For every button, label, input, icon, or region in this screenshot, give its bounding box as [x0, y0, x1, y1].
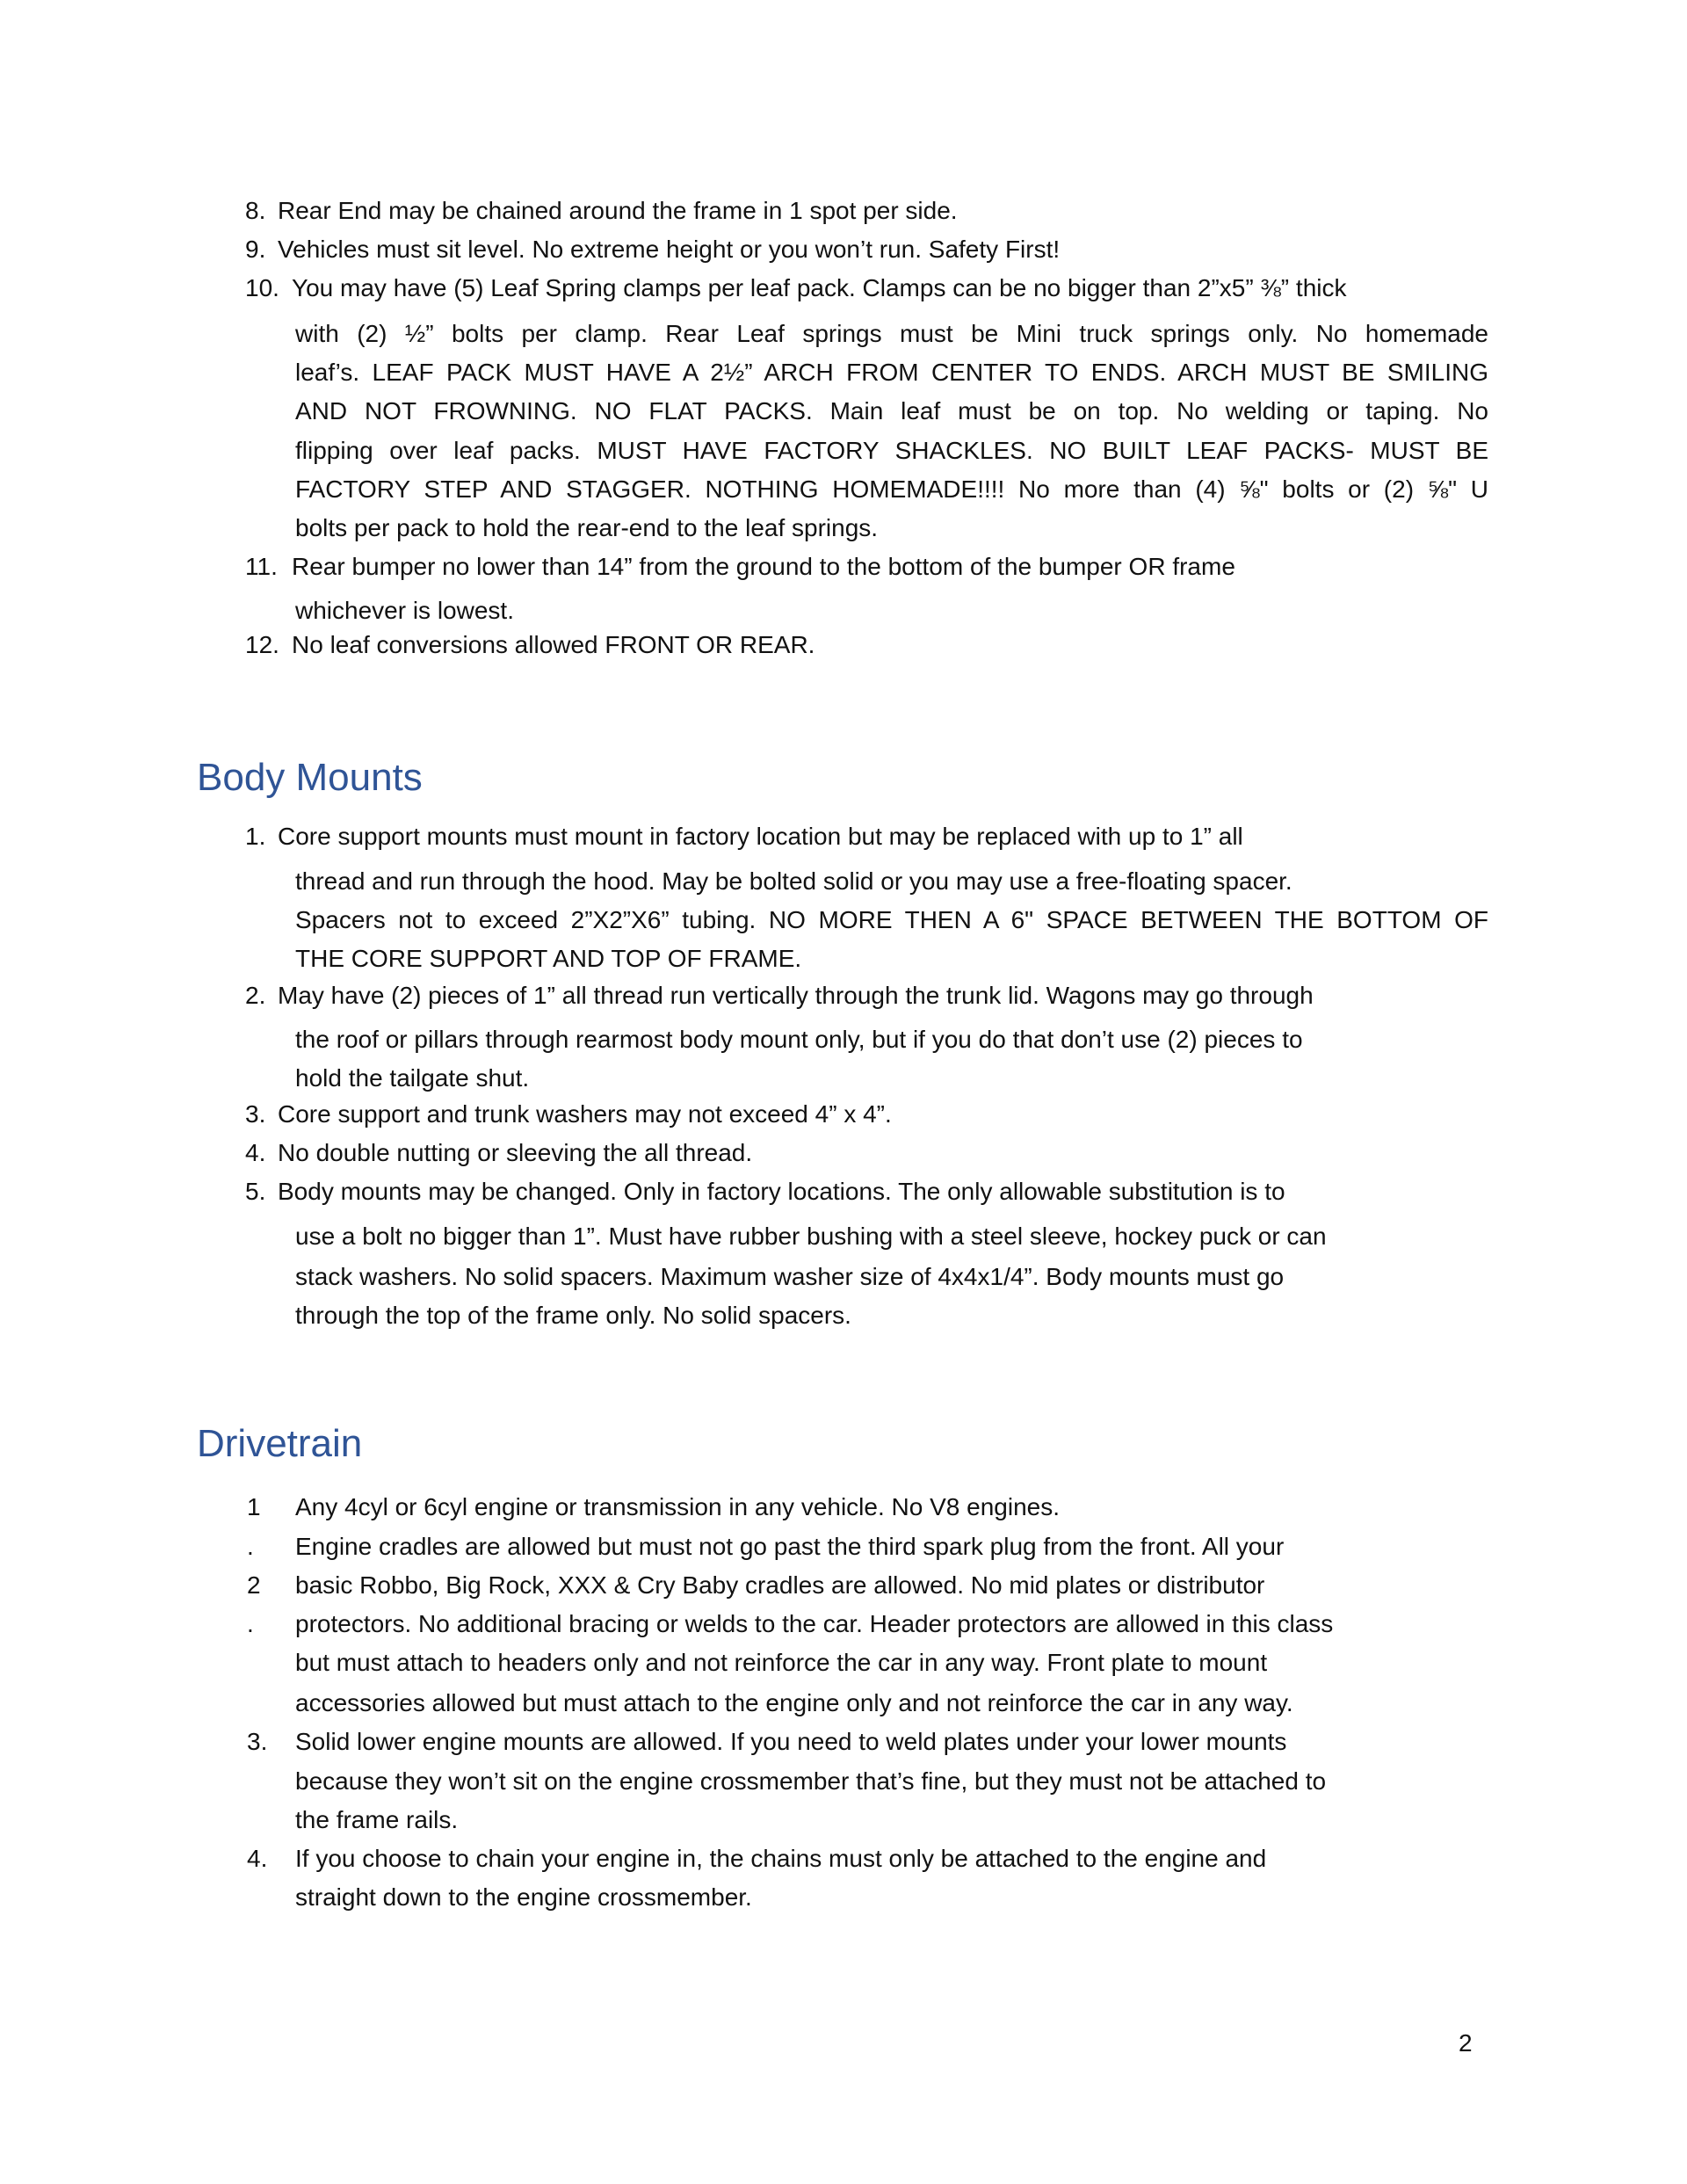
section-heading-body-mounts: Body Mounts [197, 756, 423, 799]
rule-line: Core support and trunk washers may not exceed 4” x 4”. [278, 1100, 892, 1128]
rule-line: Body mounts may be changed. Only in factory locations. The only allowable substitution is to [278, 1178, 1285, 1205]
list-number: 5. [245, 1178, 266, 1205]
rule-line: May have (2) pieces of 1” all thread run vertically through the trunk lid. Wagons may go through [278, 982, 1314, 1009]
rule-line: because they won’t sit on the engine crossmember that’s fine, but they must not be attached to [295, 1767, 1327, 1795]
rule-line: Core support mounts must mount in factory location but may be replaced with up to 1” all [278, 823, 1243, 850]
list-number: 4. [247, 1845, 268, 1872]
rule-line: No double nutting or sleeving the all thread. [278, 1139, 753, 1166]
list-number: 1. [245, 823, 266, 850]
rule-line: whichever is lowest. [295, 597, 514, 624]
rule-line: Spacers not to exceed 2”X2”X6” tubing. NO MORE THEN A 6" SPACE BETWEEN THE BOTTOM OF [295, 906, 1488, 933]
rule-line: leaf’s. LEAF PACK MUST HAVE A 2½” ARCH FROM CENTER TO ENDS. ARCH MUST BE SMILING [295, 359, 1488, 386]
rule-line: straight down to the engine crossmember. [295, 1883, 752, 1911]
list-number: 3. [245, 1100, 266, 1128]
list-number: 12. [245, 631, 279, 658]
rule-line: stack washers. No solid spacers. Maximum washer size of 4x4x1/4”. Body mounts must go [295, 1263, 1285, 1290]
list-number: 11. [245, 553, 278, 580]
rule-line: Rear bumper no lower than 14” from the ground to the bottom of the bumper OR frame [292, 553, 1235, 580]
rule-line: Rear End may be chained around the frame in 1 spot per side. [278, 197, 958, 224]
rule-line: You may have (5) Leaf Spring clamps per leaf pack. Clamps can be no bigger than 2”x5” ⅜” thick [292, 274, 1347, 301]
list-number: . [247, 1610, 254, 1637]
rule-line: but must attach to headers only and not reinforce the car in any way. Front plate to mount [295, 1649, 1268, 1676]
list-number: 8. [245, 197, 266, 224]
page-number: 2 [1459, 2029, 1473, 2057]
rule-line: the frame rails. [295, 1806, 459, 1833]
rule-line: basic Robbo, Big Rock, XXX & Cry Baby cradles are allowed. No mid plates or distributor [295, 1571, 1265, 1599]
list-number: 4. [245, 1139, 266, 1166]
rule-line: Any 4cyl or 6cyl engine or transmission in any vehicle. No V8 engines. [295, 1493, 1060, 1520]
list-number: 2 [247, 1571, 261, 1599]
list-number: 10. [245, 274, 279, 301]
list-number: . [247, 1533, 254, 1560]
rule-line: If you choose to chain your engine in, the chains must only be attached to the engine and [295, 1845, 1267, 1872]
list-number: 3. [247, 1728, 268, 1755]
rule-line: FACTORY STEP AND STAGGER. NOTHING HOMEMADE!!!! No more than (4) ⅝" bolts or (2) ⅝" U [295, 475, 1488, 503]
rule-line: the roof or pillars through rearmost body mount only, but if you do that don’t use (2) pieces to [295, 1026, 1303, 1053]
rule-line: protectors. No additional bracing or welds to the car. Header protectors are allowed in this class [295, 1610, 1334, 1637]
rule-line: thread and run through the hood. May be bolted solid or you may use a free-floating spacer. [295, 867, 1292, 895]
list-number: 2. [245, 982, 266, 1009]
list-number: 9. [245, 236, 266, 263]
rule-line: through the top of the frame only. No solid spacers. [295, 1302, 851, 1329]
rule-line: with (2) ½” bolts per clamp. Rear Leaf springs must be Mini truck springs only. No homemade [295, 320, 1488, 347]
rule-line: flipping over leaf packs. MUST HAVE FACTORY SHACKLES. NO BUILT LEAF PACKS- MUST BE [295, 437, 1488, 464]
list-number: 1 [247, 1493, 261, 1520]
rule-line: Vehicles must sit level. No extreme height or you won’t run. Safety First! [278, 236, 1061, 263]
rule-line: No leaf conversions allowed FRONT OR REAR. [292, 631, 815, 658]
rule-line: Engine cradles are allowed but must not go past the third spark plug from the front. All your [295, 1533, 1285, 1560]
rule-line: THE CORE SUPPORT AND TOP OF FRAME. [295, 945, 802, 972]
rule-line: AND NOT FROWNING. NO FLAT PACKS. Main leaf must be on top. No welding or taping. No [295, 397, 1488, 424]
rule-line: use a bolt no bigger than 1”. Must have rubber bushing with a steel sleeve, hockey puck or can [295, 1223, 1327, 1250]
rule-line: Solid lower engine mounts are allowed. If you need to weld plates under your lower mounts [295, 1728, 1287, 1755]
section-heading-drivetrain: Drivetrain [197, 1422, 363, 1465]
rule-line: hold the tailgate shut. [295, 1064, 530, 1092]
rule-line: bolts per pack to hold the rear-end to the leaf springs. [295, 514, 879, 541]
rule-line: accessories allowed but must attach to the engine only and not reinforce the car in any way. [295, 1689, 1293, 1716]
